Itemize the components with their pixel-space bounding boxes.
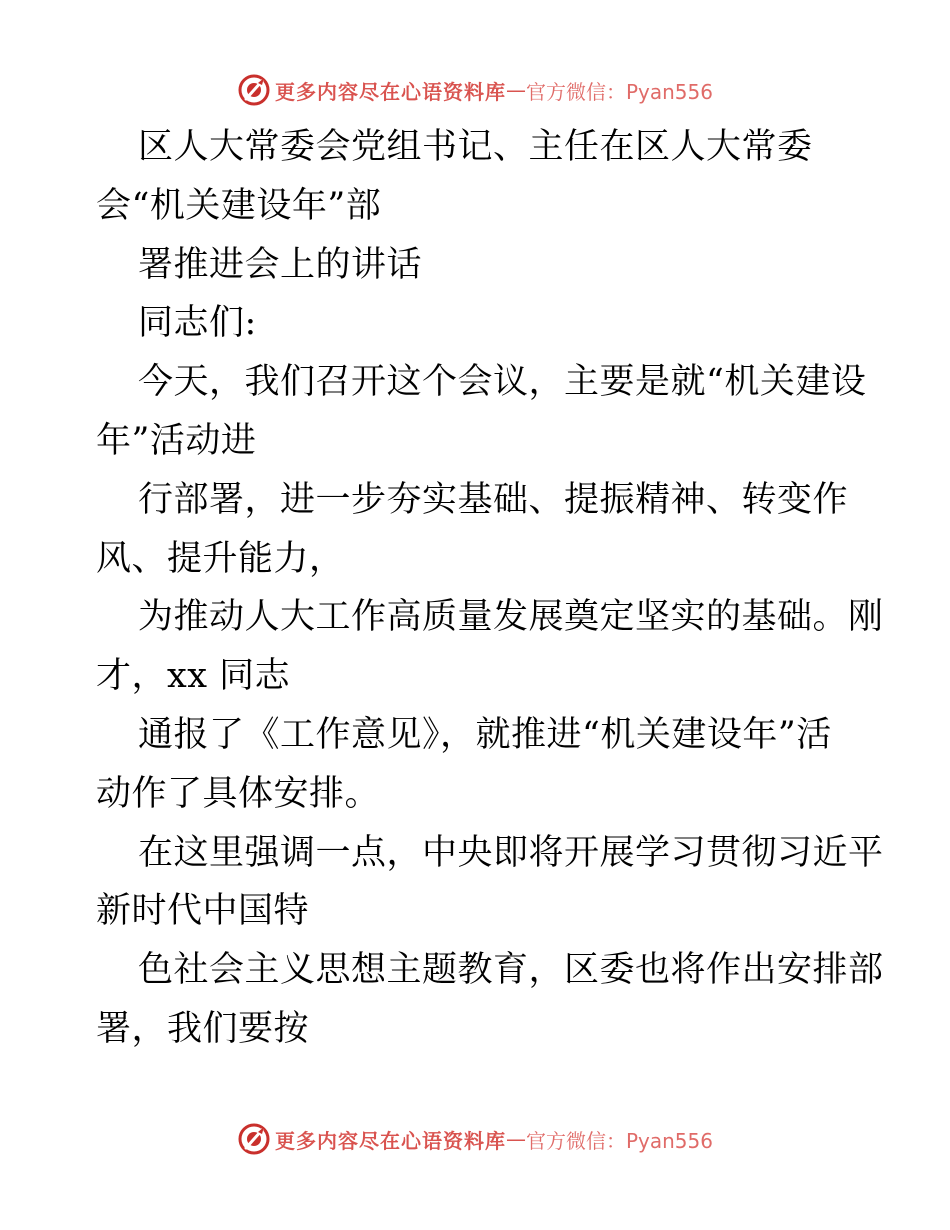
text-line: 署推进会上的讲话 [138,244,423,285]
text-line: 在这里强调一点，中央即将开展学习贯彻习近平 [138,832,884,873]
text-line: 色社会主义思想主题教育，区委也将作出安排部 [138,950,884,991]
text-line: 会“机关建设年”部 [96,185,382,226]
text-line: 才，xx 同志 [96,656,291,697]
text-line: 新时代中国特 [96,891,310,932]
logo-icon [237,73,271,107]
text-line: 通报了《工作意见》，就推进“机关建设年”活 [138,714,832,755]
footer-banner [0,1122,950,1156]
text-line: 同志们: [138,303,257,344]
text-line: 动作了具体安排。 [96,773,381,814]
banner-wechat: 官方微信：Pyan556 [525,79,713,104]
text-line: 区人大常委会党组书记、主任在区人大常委 [138,127,813,167]
document-body [96,118,884,1059]
text-line: 署，我们要按 [96,1008,310,1049]
text-line: 为推动人大工作高质量发展奠定坚实的基础。刚 [138,597,884,638]
banner-separator: — [505,78,526,102]
banner-separator: — [505,1127,526,1151]
text-line: 年”活动进 [96,420,257,461]
banner-title: 更多内容尽在心语资料库 [274,1128,506,1153]
header-banner [0,73,950,107]
banner-wechat: 官方微信：Pyan556 [525,1128,713,1153]
text-line: 今天，我们召开这个会议，主要是就“机关建设 [138,362,867,403]
banner-title: 更多内容尽在心语资料库 [274,79,506,104]
logo-icon [237,1122,271,1156]
text-line: 行部署，进一步夯实基础、提振精神、转变作 [138,479,849,520]
text-line: 风、提升能力， [96,538,345,579]
